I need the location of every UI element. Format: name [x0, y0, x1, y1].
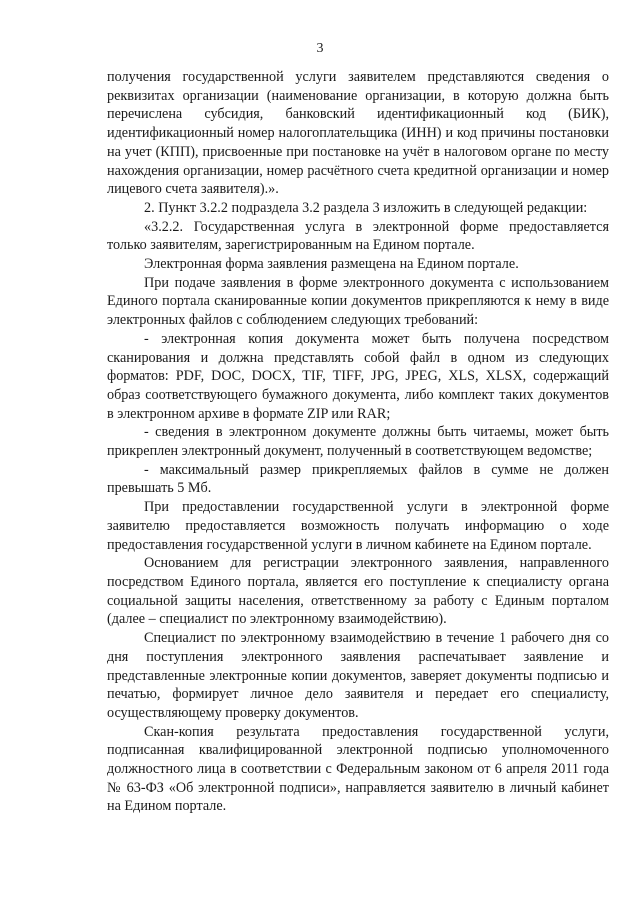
paragraph-continuation: получения государственной услуги заявителем представляются сведения о реквизитах организации (наименование организации, в которую должна быть перечислена субсидия, банковский идентификационный код (БИК), идентификационный номер налогоплательщика (ИНН) и код причины постановки на учет (КПП), присвоенные при постановке на учёт в налоговом органе по месту нахождения организации, номер расчётного счета кредитной организации и номер лицевого счета заявителя).». — [107, 69, 609, 198]
paragraph: При предоставлении государственной услуги в электронной форме заявителю предоставляется возможность получать информацию о ходе предоставления государственной услуги в личном кабинете на Едином портале. — [107, 499, 609, 553]
paragraph-clause-3-2-2: «3.2.2. Государственная услуга в электронной форме предоставляется только заявителям, зарегистрированным на Едином портале. — [107, 218, 609, 254]
list-item: - максимальный размер прикрепляемых файлов в сумме не должен превышать 5 Мб. — [107, 461, 609, 497]
paragraph: Основанием для регистрации электронного заявления, направленного посредством Единого портала, является его поступление к специалисту органа социальной защиты населения, ответственному за работу с Единым порталом (далее – специалист по электронному взаимодействию). — [107, 555, 609, 628]
paragraph: Специалист по электронному взаимодействию в течение 1 рабочего дня со дня поступления электронного заявления распечатывает заявление и представленные электронные копии документов, заверяет документы подписью и печатью, формирует личное дело заявителя и передает его специалисту, осуществляющему проверку документов. — [107, 630, 609, 721]
list-item: - сведения в электронном документе должны быть читаемы, может быть прикреплен электронный документ, полученный в соответствующем ведомстве; — [107, 424, 609, 460]
paragraph: При подаче заявления в форме электронного документа с использованием Единого портала сканированные копии документов прикрепляются к нему в виде электронных файлов с соблюдением следующих требований: — [107, 274, 609, 329]
paragraph: Электронная форма заявления размещена на Едином портале. — [144, 256, 519, 273]
paragraph: Скан-копия результата предоставления государственной услуги, подписанная квалифицированной электронной подписью уполномоченного должностного лица в соответствии с Федеральным законом от 6 апреля 2011 года № 63-ФЗ «Об электронной подписи», направляется заявителю в личный кабинет на Едином портале. — [107, 723, 609, 815]
paragraph-amendment-item: 2. Пункт 3.2.2 подраздела 3.2 раздела 3 изложить в следующей редакции: — [144, 199, 588, 216]
document-body — [107, 68, 609, 816]
list-item: - электронная копия документа может быть получена посредством сканирования и должна представлять собой файл в одном из следующих форматов: PDF, DOC, DOCX, TIF, TIFF, JPG, JPEG, XLS, XLSX, содержащий образ соответствующего бумажного документа, либо комплект таких документов в электронном архиве в формате ZIP или RAR; — [107, 330, 609, 422]
page-number: 3 — [316, 41, 324, 56]
